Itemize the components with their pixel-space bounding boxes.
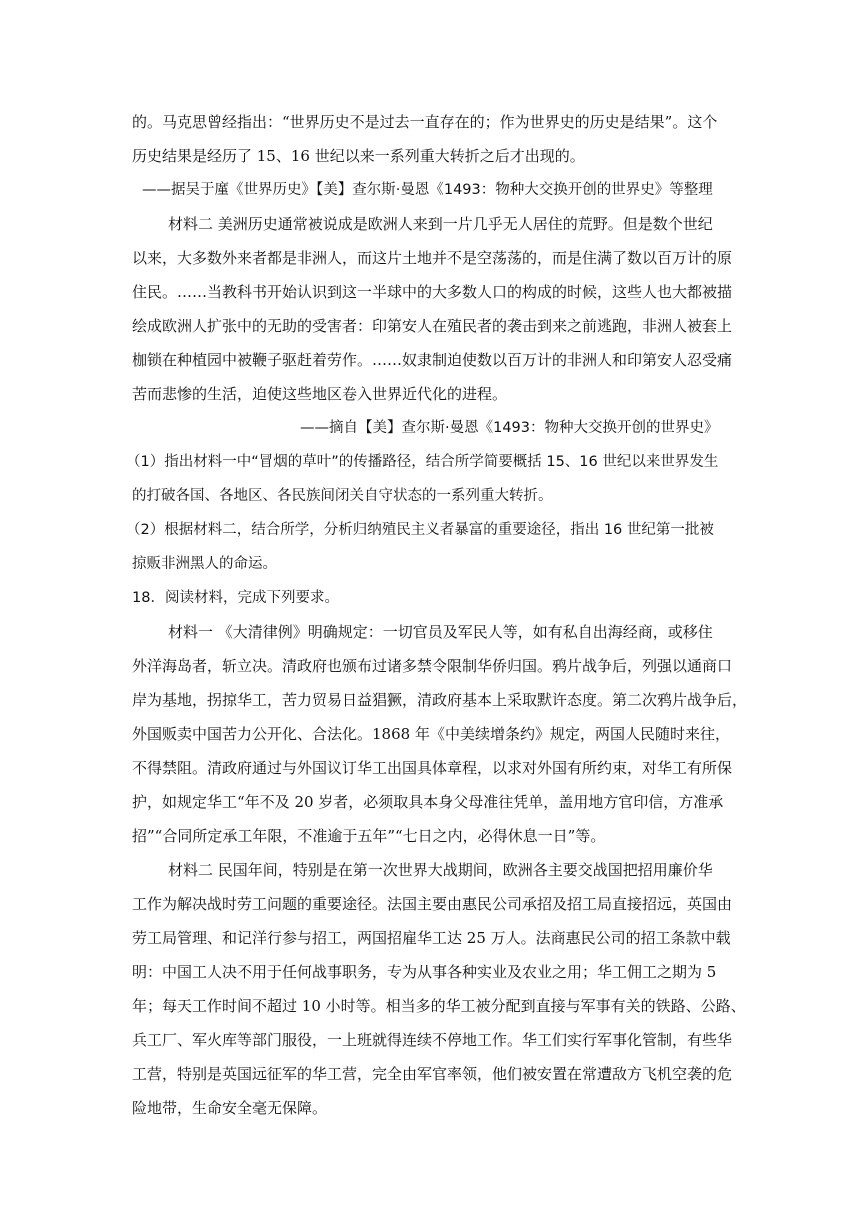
q18-material1-line: 外洋海岛者，斩立决。清政府也颁布过诸多禁令限制华侨归国。鸦片战争后，列强以通商口 <box>132 657 733 675</box>
q18-material2-line: 劳工局管理、和记洋行参与招工，两国招雇华工达 25 万人。法商惠民公司的招工条款中载 <box>132 929 731 947</box>
q18-material2-line: 明：中国工人决不用于任何战事职务，专为从事各种实业及农业之用；华工佣工之期为 5 <box>132 963 717 981</box>
material1-text-line: 历史结果是经历了 15、16 世纪以来一系列重大转折之后才出现的。 <box>132 147 585 165</box>
q18-material1-line: 招”“合同所定承工年限，不准逾于五年”“七日之内，必得休息一日”等。 <box>132 827 606 845</box>
q18-material1-line: 护，如规定华工“年不及 20 岁者，必须取具本身父母准往凭单，盖用地方官印信，方准承 <box>132 793 724 811</box>
question-2-line: （2）根据材料二，结合所学，分析归纳殖民主义者暴富的重要途径，指出 16 世纪第一批被 <box>126 522 714 538</box>
material2-text-line: 以来，大多数外来者都是非洲人，而这片土地并不是空荡荡的，而是住满了数以百万计的原 <box>132 249 733 267</box>
q18-material1-line: 外国贩卖中国苦力公开化、合法化。1868 年《中美续增条约》规定，两国人民随时来往， <box>132 725 730 743</box>
question-1-line: （1）指出材料一中“冒烟的草叶”的传播路径，结合所学简要概括 15、16 世纪以来世界发生 <box>126 454 719 470</box>
material1-text-line: 的。马克思曾经指出：“世界历史不是过去一直存在的；作为世界史的历史是结果”。这个 <box>132 113 718 131</box>
question-1-line: 的打破各国、各地区、各民族间闭关自守状态的一系列重大转折。 <box>132 488 553 504</box>
question-2-line: 掠贩非洲黑人的命运。 <box>132 556 277 572</box>
material2-text-line: 枷锁在种植园中被鞭子驱赶着劳作。……奴隶制迫使数以百万计的非洲人和印第安人忍受痛 <box>132 351 733 369</box>
material1-source: ——据吴于廑《世界历史》【美】查尔斯·曼恩《1493：物种大交换开创的世界史》等整理 <box>142 182 713 198</box>
q18-material1-line: 岸为基地，拐掠华工，苦力贸易日益猖獗，清政府基本上采取默许态度。第二次鸦片战争后， <box>132 691 748 709</box>
q18-material2-line: 年；每天工作时间不超过 10 小时等。相当多的华工被分配到直接与军事有关的铁路、公路、 <box>132 997 746 1015</box>
q18-material2-line: 材料二 民国年间，特别是在第一次世界大战期间，欧洲各主要交战国把招用廉价华 <box>168 861 713 879</box>
material2-source: ——摘自【美】查尔斯·曼恩《1493：物种大交换开创的世界史》 <box>300 420 719 436</box>
material2-text-line: 绘成欧洲人扩张中的无助的受害者：印第安人在殖民者的袭击到来之前逃跑，非洲人被套上 <box>132 317 733 335</box>
material2-text-line: 材料二 美洲历史通常被说成是欧洲人来到一片几乎无人居住的荒野。但是数个世纪 <box>168 215 713 233</box>
q18-material2-line: 工营，特别是英国远征军的华工营，完全由军官率领，他们被安置在常遭敌方飞机空袭的危 <box>132 1065 733 1083</box>
q18-material1-line: 材料一 《大清律例》明确规定：一切官员及军民人等，如有私自出海经商，或移住 <box>168 623 713 641</box>
material2-text-line: 住民。……当教科书开始认识到这一半球中的大多数人口的构成的时候，这些人也大都被描 <box>132 283 733 301</box>
question-18-heading: 18．阅读材料，完成下列要求。 <box>132 590 339 606</box>
q18-material2-line: 兵工厂、军火库等部门服役，一上班就得连续不停地工作。华工们实行军事化管制，有些华 <box>132 1031 733 1049</box>
q18-material1-line: 不得禁阻。清政府通过与外国议订华工出国具体章程，以求对外国有所约束，对华工有所保 <box>132 759 733 777</box>
q18-material2-line: 险地带，生命安全毫无保障。 <box>132 1099 328 1117</box>
q18-material2-line: 工作为解决战时劳工问题的重要途径。法国主要由惠民公司承招及招工局直接招远，英国由 <box>132 895 733 913</box>
material2-text-line: 苦而悲惨的生活，迫使这些地区卷入世界近代化的进程。 <box>132 385 508 403</box>
